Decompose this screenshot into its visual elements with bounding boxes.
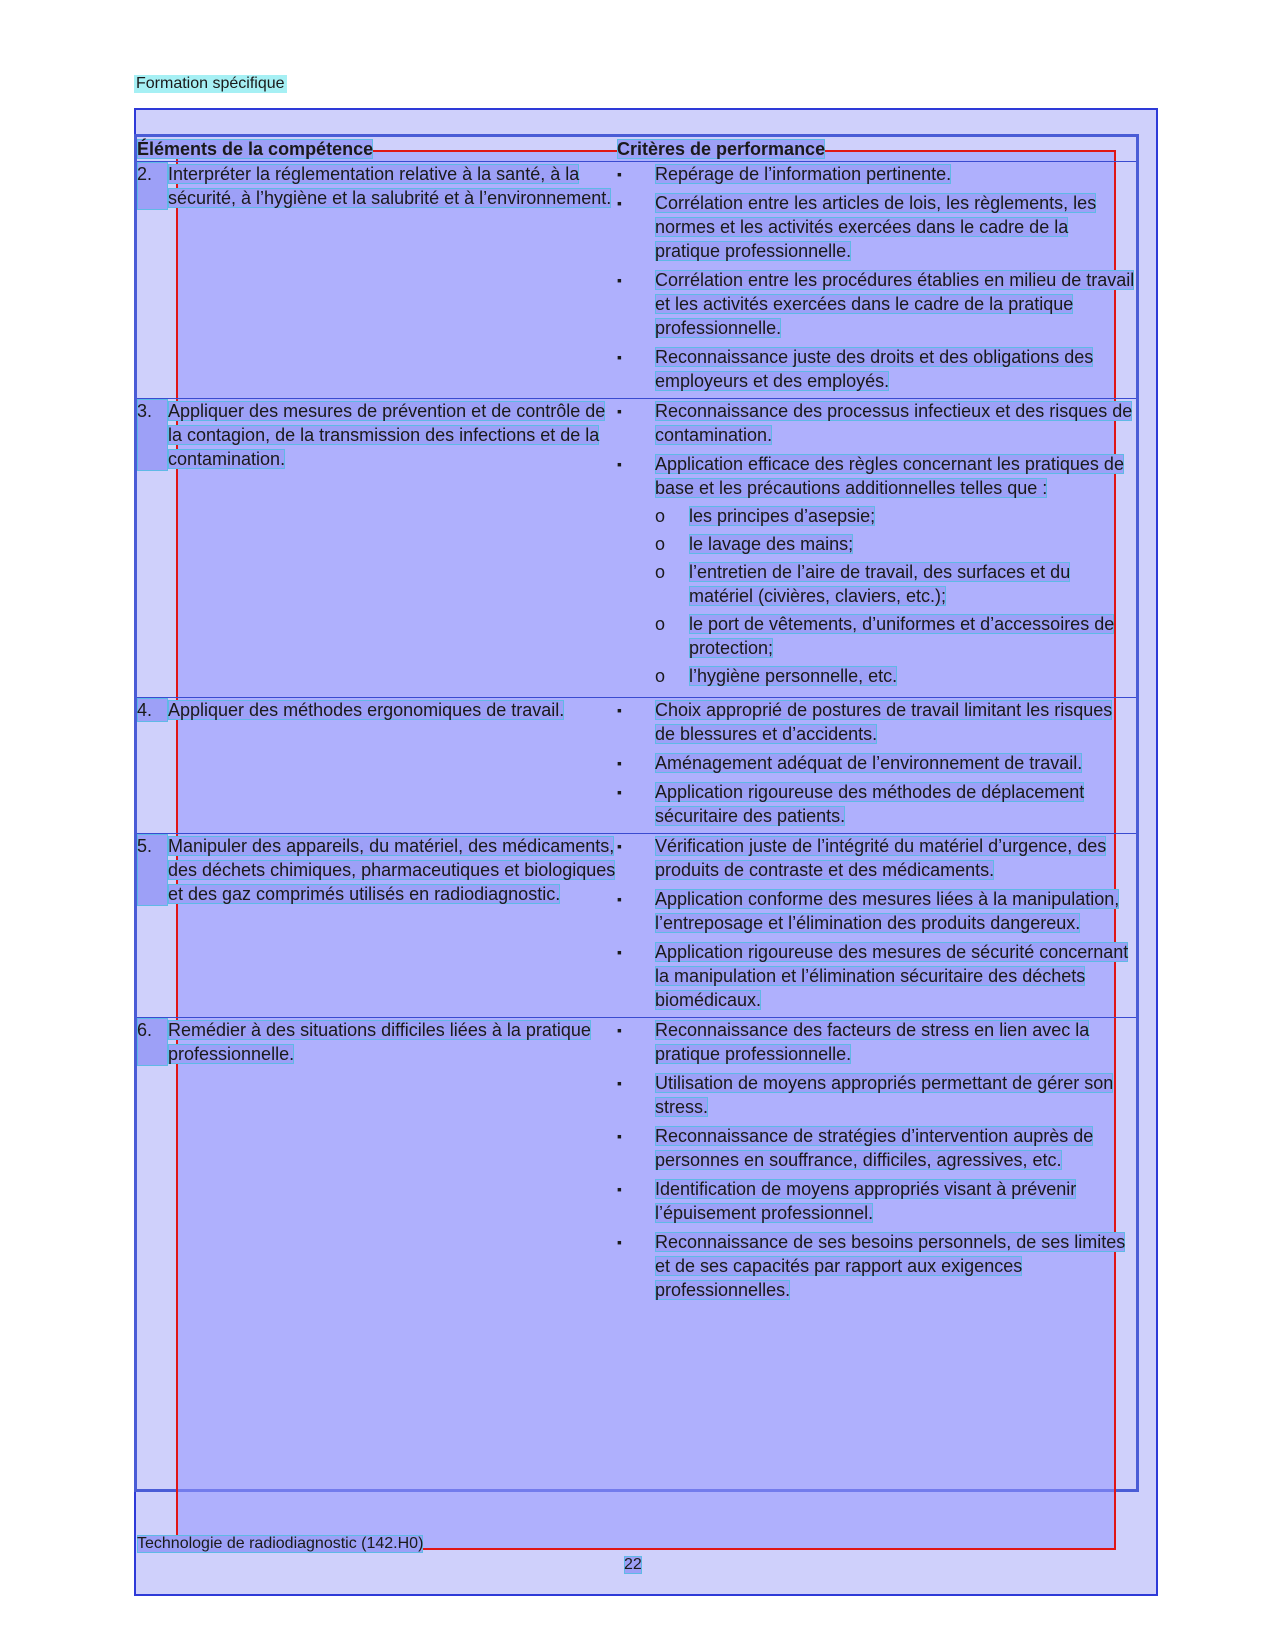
square-bullet-icon: ▪ bbox=[617, 944, 622, 960]
criterion-item bbox=[617, 1018, 1136, 1066]
criterion-item bbox=[617, 399, 1136, 447]
competence-element bbox=[137, 834, 617, 1018]
element-text: Appliquer des mesures de prévention et de contrôle de la contagion, de la transmission des infections et de la contamination. bbox=[168, 401, 606, 469]
criterion-text: Reconnaissance des facteurs de stress en lien avec la pratique professionnelle. bbox=[655, 1020, 1090, 1064]
square-bullet-icon: ▪ bbox=[617, 702, 622, 718]
square-bullet-icon: ▪ bbox=[617, 1075, 622, 1091]
criterion-text: Corrélation entre les articles de lois, les règlements, les normes et les activités exercées dans le cadre de la pratique professionnelle. bbox=[655, 193, 1097, 261]
competence-element bbox=[137, 698, 617, 834]
criterion-item bbox=[617, 780, 1136, 828]
competence-element bbox=[137, 399, 617, 698]
criterion-item bbox=[617, 345, 1136, 393]
hollow-bullet-icon: o bbox=[655, 506, 666, 526]
sub-criterion-item bbox=[655, 560, 1136, 608]
sub-criterion-item bbox=[655, 504, 1136, 528]
criterion-text: Application rigoureuse des méthodes de déplacement sécuritaire des patients. bbox=[655, 782, 1085, 826]
table-row bbox=[137, 698, 1136, 834]
element-number: 6. bbox=[137, 1018, 168, 1066]
criterion-item bbox=[617, 1230, 1136, 1302]
sub-criterion-item bbox=[655, 532, 1136, 556]
competence-element bbox=[137, 162, 617, 399]
square-bullet-icon: ▪ bbox=[617, 166, 622, 182]
element-number: 3. bbox=[137, 399, 168, 471]
page-header-title: Formation spécifique bbox=[136, 75, 285, 92]
criterion-text: Utilisation de moyens appropriés permettant de gérer son stress. bbox=[655, 1073, 1114, 1117]
element-text: Manipuler des appareils, du matériel, des médicaments, des déchets chimiques, pharmaceutiques et biologiques et des gaz comprimés utilisés en radiodiagnostic. bbox=[168, 836, 616, 904]
sub-criterion-text: le port de vêtements, d’uniformes et d’accessoires de protection; bbox=[689, 614, 1115, 658]
performance-criteria bbox=[617, 162, 1136, 399]
sub-criterion-item bbox=[655, 612, 1136, 660]
criterion-item bbox=[617, 751, 1136, 775]
criterion-text: Identification de moyens appropriés visant à prévenir l’épuisement professionnel. bbox=[655, 1179, 1077, 1223]
criterion-text: Corrélation entre les procédures établies en milieu de travail et les activités exercées dans le cadre de la pratique professionnelle. bbox=[655, 270, 1135, 338]
criterion-text: Reconnaissance de stratégies d’intervention auprès de personnes en souffrance, difficiles, agressives, etc. bbox=[655, 1126, 1094, 1170]
element-text: Remédier à des situations difficiles liées à la pratique professionnelle. bbox=[168, 1020, 591, 1064]
criterion-item bbox=[617, 1177, 1136, 1225]
col-header-criteria: Critères de performance bbox=[617, 139, 826, 159]
criterion-item bbox=[617, 834, 1136, 882]
criterion-item bbox=[617, 1071, 1136, 1119]
hollow-bullet-icon: o bbox=[655, 666, 666, 686]
criterion-text: Aménagement adéquat de l’environnement de travail. bbox=[655, 753, 1083, 773]
sub-criterion-text: les principes d’asepsie; bbox=[689, 506, 876, 526]
square-bullet-icon: ▪ bbox=[617, 195, 622, 211]
hollow-bullet-icon: o bbox=[655, 562, 666, 582]
criterion-text: Repérage de l’information pertinente. bbox=[655, 164, 952, 184]
criterion-text: Reconnaissance de ses besoins personnels, de ses limites et de ses capacités par rapport aux exigences professionnelles. bbox=[655, 1232, 1126, 1300]
criterion-item bbox=[617, 191, 1136, 263]
table-row bbox=[137, 162, 1136, 399]
element-text: Appliquer des méthodes ergonomiques de travail. bbox=[168, 700, 565, 720]
criterion-item bbox=[617, 162, 1136, 186]
square-bullet-icon: ▪ bbox=[617, 784, 622, 800]
criterion-text: Vérification juste de l’intégrité du matériel d’urgence, des produits de contraste et des médicaments. bbox=[655, 836, 1107, 880]
criterion-text: Application rigoureuse des mesures de sécurité concernant la manipulation et l’élimination sécuritaire des déchets biomédicaux. bbox=[655, 942, 1129, 1010]
criterion-text: Application conforme des mesures liées à la manipulation, l’entreposage et l’élimination des produits dangereux. bbox=[655, 889, 1120, 933]
element-text: Interpréter la réglementation relative à la santé, à la sécurité, à l’hygiène et la salubrité et à l’environnement. bbox=[168, 164, 612, 208]
table-row bbox=[137, 399, 1136, 698]
competence-element bbox=[137, 1018, 617, 1308]
table-row bbox=[137, 1018, 1136, 1308]
element-number: 2. bbox=[137, 162, 168, 210]
sub-criterion-item bbox=[655, 664, 1136, 688]
hollow-bullet-icon: o bbox=[655, 614, 666, 634]
performance-criteria bbox=[617, 1018, 1136, 1308]
square-bullet-icon: ▪ bbox=[617, 1234, 622, 1250]
square-bullet-icon: ▪ bbox=[617, 456, 622, 472]
square-bullet-icon: ▪ bbox=[617, 838, 622, 854]
hollow-bullet-icon: o bbox=[655, 534, 666, 554]
col-header-elements: Éléments de la compétence bbox=[137, 139, 374, 159]
table-row bbox=[137, 834, 1136, 1018]
sub-criterion-text: l’hygiène personnelle, etc. bbox=[689, 666, 898, 686]
square-bullet-icon: ▪ bbox=[617, 1181, 622, 1197]
criterion-item bbox=[617, 940, 1136, 1012]
performance-criteria bbox=[617, 698, 1136, 834]
square-bullet-icon: ▪ bbox=[617, 1022, 622, 1038]
criterion-text: Application efficace des règles concernant les pratiques de base et les précautions additionnelles telles que : bbox=[655, 454, 1124, 498]
square-bullet-icon: ▪ bbox=[617, 349, 622, 365]
criterion-item bbox=[617, 268, 1136, 340]
criterion-item bbox=[617, 698, 1136, 746]
square-bullet-icon: ▪ bbox=[617, 1128, 622, 1144]
page-number: 22 bbox=[624, 1556, 642, 1573]
element-number: 4. bbox=[137, 698, 168, 722]
footer-program: Technologie de radiodiagnostic (142.H0) bbox=[137, 1535, 424, 1552]
square-bullet-icon: ▪ bbox=[617, 891, 622, 907]
performance-criteria bbox=[617, 399, 1136, 698]
criterion-text: Reconnaissance des processus infectieux et des risques de contamination. bbox=[655, 401, 1133, 445]
competence-table bbox=[137, 137, 1136, 1307]
square-bullet-icon: ▪ bbox=[617, 403, 622, 419]
criterion-text: Choix approprié de postures de travail limitant les risques de blessures et d’accidents. bbox=[655, 700, 1113, 744]
criterion-item bbox=[617, 887, 1136, 935]
square-bullet-icon: ▪ bbox=[617, 272, 622, 288]
sub-criterion-text: le lavage des mains; bbox=[689, 534, 854, 554]
criterion-item bbox=[617, 1124, 1136, 1172]
criterion-item bbox=[617, 452, 1136, 692]
performance-criteria bbox=[617, 834, 1136, 1018]
square-bullet-icon: ▪ bbox=[617, 755, 622, 771]
sub-criterion-text: l’entretien de l’aire de travail, des surfaces et du matériel (civières, claviers, etc.); bbox=[689, 562, 1071, 606]
criterion-text: Reconnaissance juste des droits et des obligations des employeurs et des employés. bbox=[655, 347, 1094, 391]
element-number: 5. bbox=[137, 834, 168, 906]
